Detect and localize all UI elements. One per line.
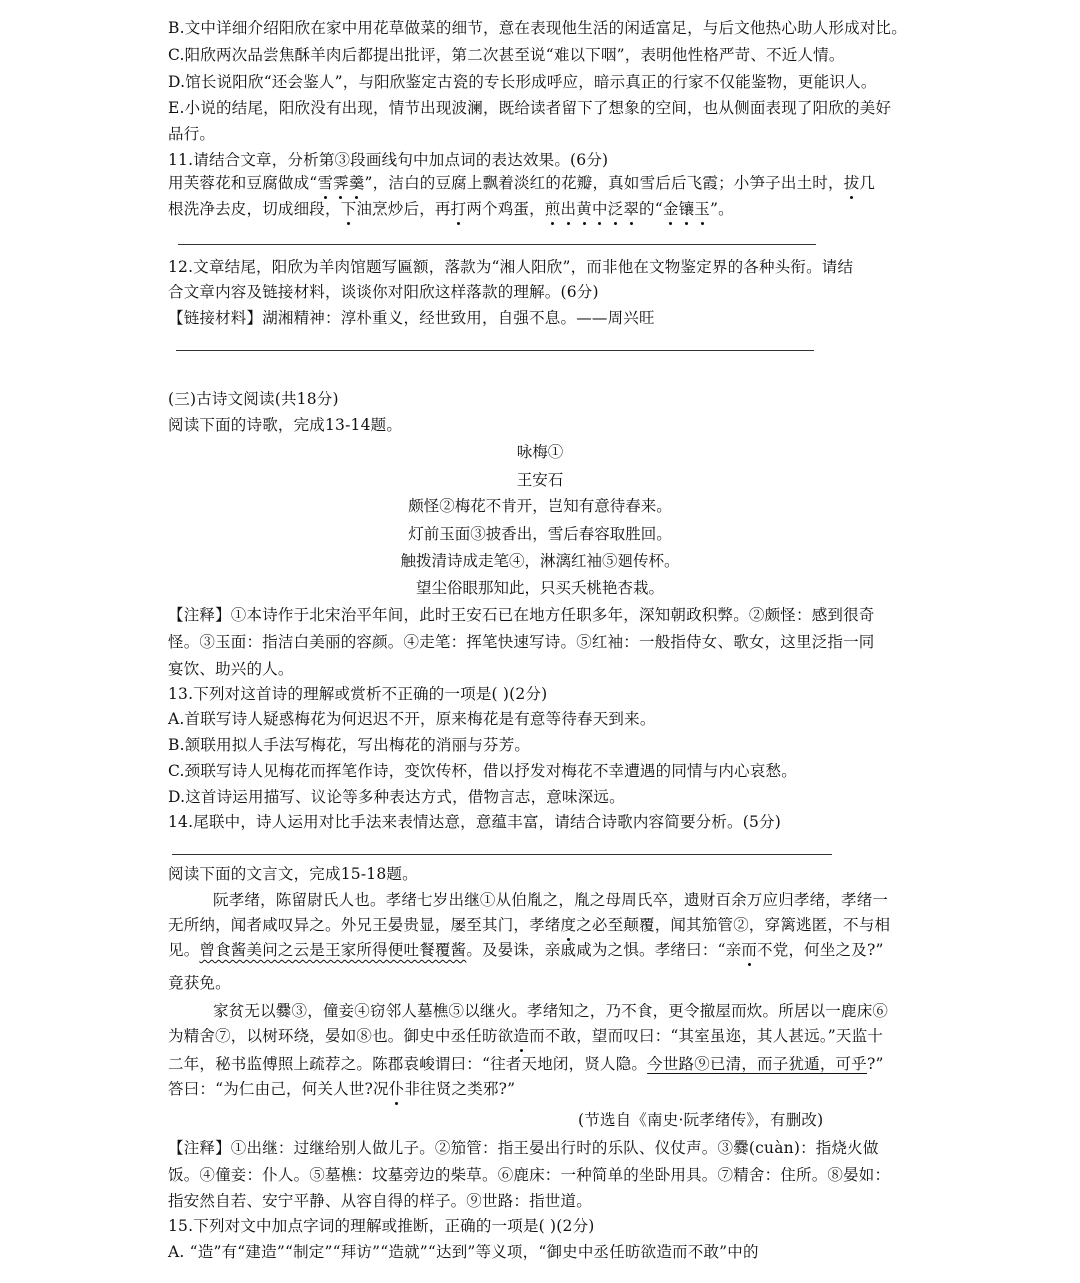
prose-notes-line: 【注释】①出继：过继给别人做儿子。②笳管：指王晏出行时的乐队、仪仗声。③爨(cuàn)：指烧火做 [168, 1139, 879, 1157]
emphasis-dot-char: 羹 [348, 174, 365, 192]
wavy-underlined-sentence: 曾食酱美问之云是王家所得便吐餐覆酱 [199, 941, 467, 959]
q13-option-d[interactable]: D.这首诗运用描写、议论等多种表达方式，借物言志，意味深远。 [168, 788, 625, 806]
prose-paragraph-2-line: 答曰：“为仁由己，何关人世?况仆非往贤之类邪?” [168, 1080, 516, 1098]
section-heading: (三)古诗文阅读(共18分) [168, 390, 339, 408]
emphasis-dot-char: 泛 [607, 200, 624, 218]
q13-prompt: 13.下列对这首诗的理解或赏析不正确的一项是( )(2分) [168, 685, 548, 703]
q14-prompt: 14.尾联中，诗人运用对比手法来表情达意，意蕴丰富，请结合诗歌内容简要分析。(5分) [168, 813, 782, 831]
poem-line: 颇怪②梅花不肯开，岂知有意待春来。 [408, 497, 672, 515]
poem-notes-line: 怪。③玉面：指洁白美丽的容颜。④走笔：挥笔快速写诗。⑤红袖：一般指侍女、歌女，这里泛指一同 [168, 633, 875, 651]
q11-prompt: 11.请结合文章，分析第③段画线句中加点词的表达效果。(6分) [168, 151, 609, 169]
q13-option-b[interactable]: B.颔联用拟人手法写梅花，写出梅花的消丽与芬芳。 [168, 736, 531, 754]
q10-option-b[interactable]: B.文中详细介绍阳欣在家中用花草做菜的细节，意在表现他生活的闲适富足，与后文他热心助人形成对比。 [168, 19, 907, 37]
emphasis-dot-char: 造 [513, 1027, 530, 1045]
q12-link-material: 【链接材料】湖湘精神：淳朴重义，经世致用，自强不息。——周兴旺 [168, 309, 655, 327]
poem-author: 王安石 [516, 471, 564, 489]
q14-answer-line[interactable] [172, 854, 832, 855]
emphasis-dot-char: 拔 [843, 174, 860, 192]
poem-line: 望尘俗眼那知此，只买夭桃艳杏栽。 [415, 579, 664, 597]
emphasis-dot-char: 出 [560, 200, 577, 218]
q11-quote-line-1: 用芙蓉花和豆腐做成“雪霁羹”，洁白的豆腐上飘着淡红的花瓣，真如雪后后飞霞；小笋子出土时，拔几 [168, 174, 876, 192]
emphasis-dot-char: 打 [450, 200, 467, 218]
prose-paragraph-2: 家贫无以爨③，僮妾④窃邻人墓樵⑤以继火。孝绪知之，乃不食，更令撤屋而炊。所居以一鹿床⑥ [213, 1002, 889, 1020]
prose-paragraph-1-line: 见。曾食酱美问之云是王家所得便吐餐覆酱。及晏诛，亲戚咸为之惧。孝绪曰：“亲而不党，何坐之及?” [168, 941, 884, 959]
q12-prompt: 12.文章结尾，阳欣为羊肉馆题写匾额，落款为“湘人阳欣”，而非他在文物鉴定界的各种头衔。请结 [168, 258, 854, 276]
poem-notes-line: 【注释】①本诗作于北宋治平年间，此时王安石已在地方任职多年，深知朝政积弊。②颇怪：感到很奇 [168, 606, 875, 624]
poem-notes-line: 宴饮、助兴的人。 [168, 660, 294, 678]
poem-line: 触拨清诗成走笔④，淋漓红袖⑤廻传杯。 [400, 552, 680, 570]
prose-notes-line: 指安然自若、安宁平静、从容自得的样子。⑨世路：指世道。 [168, 1192, 592, 1210]
prose-paragraph-1-line: 竟获免。 [168, 974, 231, 992]
prose-paragraph-2-line: 二年，秘书监傅照上疏荐之。陈郡袁峻谓曰：“往者天地闭，贤人隐。今世路⑨已清，而子犹遁，可乎?” [168, 1055, 884, 1073]
underlined-sentence: 今世路⑨已清，而子犹遁，可乎 [647, 1055, 867, 1073]
q10-option-e[interactable]: E.小说的结尾，阳欣没有出现，情节出现波澜，既给读者留下了想象的空间，也从侧面表现了阳欣的美好 [168, 99, 892, 117]
q10-option-e-cont: 品行。 [168, 125, 216, 143]
emphasis-dot-char: 下 [340, 200, 357, 218]
prose-instructions: 阅读下面的文言文，完成15-18题。 [168, 865, 418, 883]
q15-prompt: 15.下列对文中加点字词的理解或推断，正确的一项是( )(2分) [168, 1217, 595, 1235]
emphasis-dot-char: 雪 [317, 174, 334, 192]
prose-source: (节选自《南史·阮孝绪传》，有删改) [578, 1111, 824, 1129]
q12-answer-line[interactable] [176, 350, 814, 351]
poem-title: 咏梅① [516, 443, 564, 461]
prose-paragraph-2-line: 为精舍⑦，以树环绕，晏如⑧也。御史中丞任昉欲造而不敢，望而叹曰：“其室虽迩，其人甚远。”天监十 [168, 1027, 884, 1045]
q15-option-a[interactable]: A. “造”有“建造”“制定”“拜访”“造就”“达到”等义项，“御史中丞任昉欲造而不敢”中的 [168, 1243, 759, 1261]
prose-paragraph-1: 阮孝绪，陈留尉氏人也。孝绪七岁出继①从伯胤之，胤之母周氏卒，遗财百余万应归孝绪，孝绪一 [213, 891, 889, 909]
q12-prompt-cont: 合文章内容及链接材料，谈谈你对阳欣这样落款的理解。(6分) [168, 283, 599, 301]
poem-line: 灯前玉面③披香出，雪后春容取胜回。 [408, 525, 672, 543]
prose-notes-line: 饭。④僮妾：仆人。⑤墓樵：坟墓旁边的柴草。⑥鹿床：一种简单的坐卧用具。⑦精舍：住所。⑧晏如： [168, 1166, 891, 1184]
emphasis-dot-char: 镶 [678, 200, 695, 218]
emphasis-dot-char: 翠 [623, 200, 640, 218]
poem-instructions: 阅读下面的诗歌，完成13-14题。 [168, 416, 403, 434]
emphasis-dot-char: 玉 [694, 200, 710, 218]
q10-option-d[interactable]: D.馆长说阳欣“还会鉴人”，与阳欣鉴定古瓷的专长形成呼应，暗示真正的行家不仅能鉴物，更能识人。 [168, 73, 877, 91]
prose-paragraph-1-line: 无所纳，闻者咸叹异之。外兄王晏贵显，屡至其门，孝绪度之必至颠覆，闻其笳管②，穿篱逃匿，不与相 [168, 916, 891, 934]
q13-option-a[interactable]: A.首联写诗人疑惑梅花为何迟迟不开，原来梅花是有意等待春天到来。 [168, 710, 656, 728]
q11-quote-line-2: 根洗净去皮，切成细段，下油烹炒后，再打两个鸡蛋，煎出黄中泛翠的“金镶玉”。 [168, 200, 734, 218]
emphasis-dot-char: 黄 [576, 200, 592, 218]
q11-answer-line[interactable] [178, 244, 816, 245]
q10-option-c[interactable]: C.阳欣两次品尝焦酥羊肉后都提出批评，第二次甚至说“难以下咽”，表明他性格严苛、不近人情。 [168, 46, 845, 64]
emphasis-dot-char: 而 [741, 941, 758, 959]
emphasis-dot-char: 度 [560, 916, 577, 934]
emphasis-dot-char: 金 [662, 200, 679, 218]
emphasis-dot-char: 煎 [544, 200, 561, 218]
emphasis-dot-char: 霁 [333, 174, 349, 192]
emphasis-dot-char: 中 [591, 200, 608, 218]
q13-option-c[interactable]: C.颈联写诗人见梅花而挥笔作诗，变饮传杯，借以抒发对梅花不幸遭遇的同情与内心哀愁。 [168, 762, 797, 780]
emphasis-dot-char: 仆 [388, 1080, 405, 1098]
